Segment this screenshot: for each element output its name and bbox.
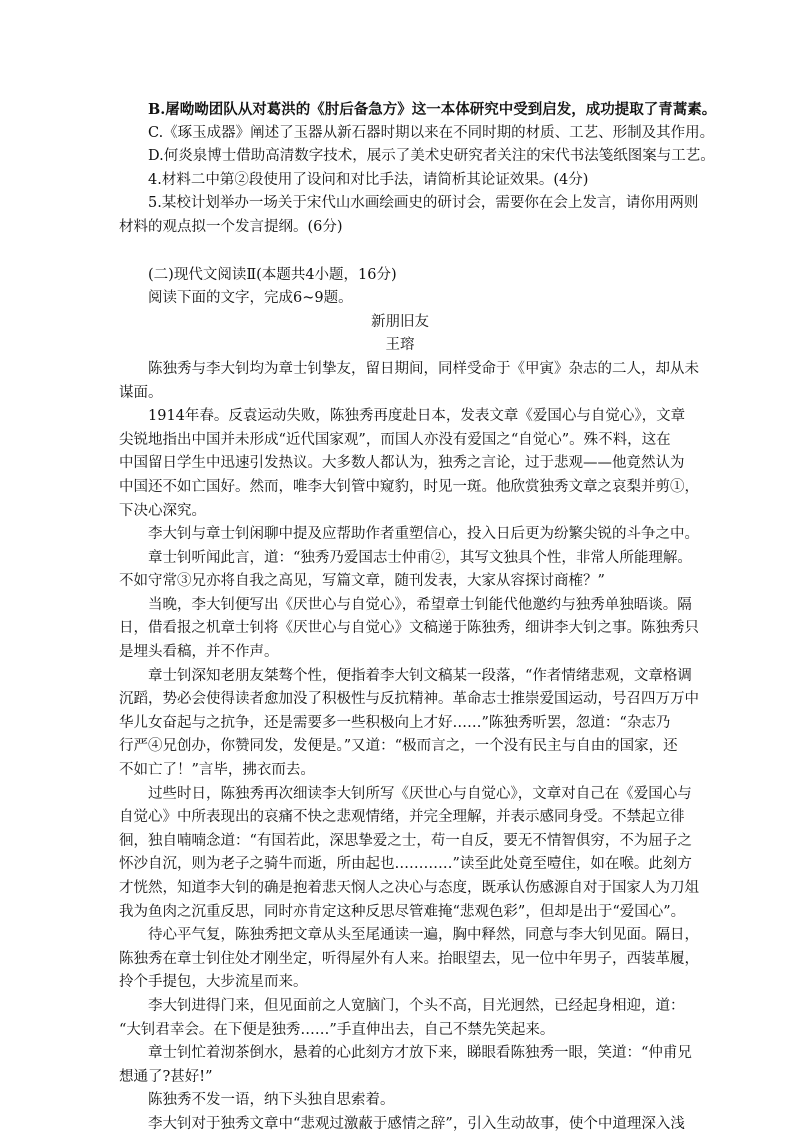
- passage-line: 李大钊与章士钊闲聊中提及应帮助作者重塑信心，投入日后更为纷繁尖锐的斗争之中。: [148, 526, 699, 543]
- passage-line: 下决心深究。: [119, 502, 206, 519]
- question-5-cont: 材料的观点拟一个发言提纲。(6分): [119, 218, 343, 235]
- passage-line: 尖锐地指出中国并未形成“近代国家观”，而国人亦没有爱国之“自觉心”。殊不料，这在: [119, 431, 671, 448]
- passage-line: 陈独秀不发一语，纳下头独自思索着。: [148, 1092, 395, 1109]
- passage-line: 中国留日学生中迅速引发热议。大多数人都认为，独秀之言论，过于悲观——他竟然认为: [119, 455, 685, 472]
- question-5: 5.某校计划举办一场关于宋代山水画绘画史的研讨会，需要你在会上发言，请你用两则: [148, 195, 699, 212]
- passage-line: 陈独秀与李大钊均为章士钊挚友，留日期间，同样受命于《甲寅》杂志的二人，却从未: [148, 360, 699, 377]
- passage-line: 谋面。: [119, 384, 163, 401]
- section-instruction: 阅读下面的文字，完成6~9题。: [148, 290, 353, 307]
- passage-line: 沉蹈，势必会使得读者愈加没了积极性与反抗精神。革命志士推崇爱国运动，号召四万万中: [119, 691, 699, 708]
- passage-line: 不如亡了！”言毕，拂衣而去。: [119, 762, 315, 779]
- passage-line: “大钊君幸会。在下便是独秀……”手直伸出去，自己不禁先笑起来。: [119, 1021, 555, 1038]
- passage-line: 行严④兄创办，你赞同发，发便是。”又道：“极而言之，一个没有民主与自由的国家，还: [119, 738, 678, 755]
- passage-line: 徊，独自喃喃念道：“有国若此，深思挚爱之士，苟一自反，要无不情智俱穷，不为屈子之: [119, 832, 692, 849]
- passage-line: 过些时日，陈独秀再次细读李大钊所写《厌世心与自觉心》，文章对自己在《爱国心与: [148, 785, 692, 802]
- passage-title: 新朋旧友: [371, 313, 429, 330]
- option-c: C.《琢玉成器》阐述了玉器从新石器时期以来在不同时期的材质、工艺、形制及其作用。: [148, 124, 715, 141]
- passage-body: [119, 358, 699, 1137]
- passage-line: 日，借看报之机章士钊将《厌世心与自觉心》文稿递于陈独秀，细讲李大钊之事。陈独秀只: [119, 620, 699, 637]
- passage-line: 是埋头看稿，并不作声。: [119, 644, 279, 661]
- option-b: B.屠呦呦团队从对葛洪的《肘后备急方》这一本体研究中受到启发，成功提取了青蒿素。: [148, 101, 717, 118]
- question-4: 4.材料二中第②段使用了设问和对比手法，请简析其论证效果。(4分): [148, 171, 589, 188]
- spacer: [119, 240, 681, 264]
- passage-line: 中国还不如亡国好。然而，唯李大钊管中窥豹，时见一斑。他欣赏独秀文章之哀梨并剪①，: [119, 478, 699, 495]
- passage-line: 待心平气复，陈独秀把文章从头至尾通读一遍，胸中释然，同意与李大钊见面。隔日，: [148, 927, 699, 944]
- passage-line: 李大钊对于独秀文章中“悲观过激蔽于感情之辞”，引入生动故事，使个中道理深入浅: [148, 1115, 685, 1132]
- passage-line: 自觉心》中所表现出的哀痛不快之悲观情绪，并完全理解，并表示感同身受。不禁起立徘: [119, 809, 685, 826]
- passage-line: 章士钊忙着沏茶倒水，悬着的心此刻方才放下来，睇眼看陈独秀一眼，笑道：“仲甫兄: [148, 1045, 692, 1062]
- passage-line: 陈独秀在章士钊住处才刚坐定，听得屋外有人来。抬眼望去，见一位中年男子，西装革履，: [119, 950, 699, 967]
- passage-line: 章士钊听闻此言，道：“独秀乃爱国志士仲甫②，其写文独具个性，非常人所能理解。: [148, 549, 692, 566]
- passage-line: 1914年春。反袁运动失败，陈独秀再度赴日本，发表文章《爱国心与自觉心》，文章: [148, 408, 686, 425]
- document-page: [119, 98, 717, 1137]
- passage-line: 不如守常③兄亦将自我之高见，写篇文章，随刊发表，大家从容探讨商榷？”: [119, 573, 605, 590]
- option-d: D.何炎泉博士借助高清数字技术，展示了美术史研究者关注的宋代书法笺纸图案与工艺。: [148, 148, 715, 165]
- passage-line: 我为鱼肉之沉重反思，同时亦肯定这种反思尽管难掩“悲观色彩”，但却是出于“爱国心”。: [119, 903, 686, 920]
- passage-line: 想通了?甚好!”: [119, 1068, 213, 1085]
- passage-line: 当晚，李大钊便写出《厌世心与自觉心》，希望章士钊能代他邀约与独秀单独晤谈。隔: [148, 596, 692, 613]
- passage-line: 才恍然，知道李大钊的确是抱着悲天悯人之决心与态度，既承认伤感源自对于国家人为刀俎: [119, 880, 699, 896]
- passage-line: 李大钊进得门来，但见面前之人宽脑门，个头不高，目光迥然，已经起身相迎，道：: [148, 997, 685, 1014]
- passage-line: 拎个手提包，大步流星而来。: [119, 974, 308, 991]
- question-block: [119, 98, 717, 240]
- passage-line: 怀沙自沉，则为老子之骑牛而逝，所由起也…………”读至此处竟至噎住，如在喉。此刻方: [119, 856, 692, 873]
- section-heading: (二)现代文阅读Ⅱ(本题共4小题，16分): [148, 266, 397, 283]
- passage-author: 王瑢: [385, 337, 415, 354]
- passage-line: 章士钊深知老朋友桀骜个性，便指着李大钊文稿某一段落，“作者情绪悲观，文章格调: [148, 667, 692, 684]
- passage-line: 华儿女奋起与之抗争，还是需要多一些积极向上才好……”陈独秀听罢，忽道：“杂志乃: [119, 714, 671, 731]
